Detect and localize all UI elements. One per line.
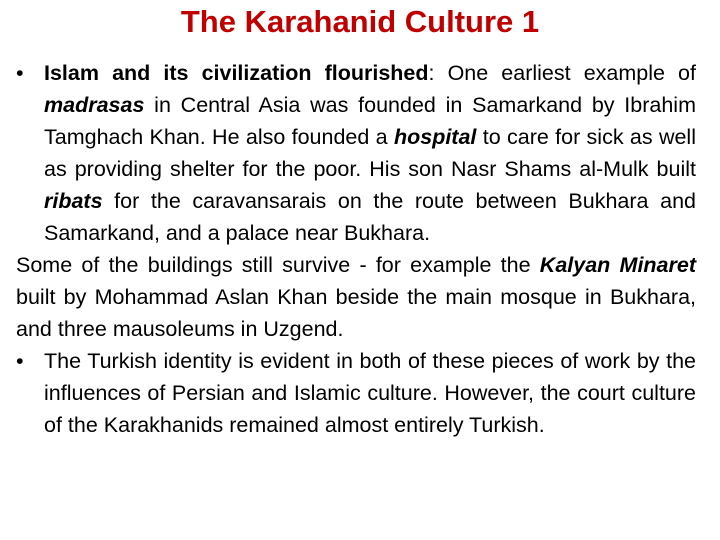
slide-title: The Karahanid Culture 1: [180, 4, 540, 39]
slide-body: [16, 57, 696, 441]
bullet-icon: •: [16, 61, 24, 85]
text-segment: to care for sick as well as providing shelter for the poor. His son Nasr Shams al-Mulk built: [44, 125, 696, 181]
text-segment: built by Mohammad Aslan Khan beside the main mosque in Bukhara, and three mausoleums in Uzgend.: [16, 285, 696, 341]
text-segment: Some of the buildings still survive - for example the: [16, 253, 540, 277]
bullet-paragraph-turkish-identity: [16, 345, 696, 441]
text-segment: The Turkish identity is evident in both of these pieces of work by the influences of Persian and Islamic culture. However, the court culture of the Karakhanids remained almost entirely Turkish.: [44, 349, 696, 437]
paragraph-buildings: [16, 249, 696, 345]
bullet-icon: •: [16, 349, 24, 373]
lead-phrase: Islam and its civilization flourished: [44, 61, 429, 85]
term-ribats: ribats: [44, 189, 103, 213]
text-segment: for the caravansarais on the route between Bukhara and Samarkand, and a palace near Bukhara.: [44, 189, 696, 245]
term-kalyan-minaret: Kalyan Minaret: [539, 253, 696, 277]
term-hospital: hospital: [393, 125, 477, 149]
term-madrasas: madrasas: [44, 93, 145, 117]
bullet-paragraph-islam: [16, 57, 696, 249]
text-segment: : One earliest example of: [428, 61, 696, 85]
text-segment: in Central Asia was founded in Samarkand by Ibrahim Tamghach Khan. He also founded a: [44, 93, 696, 149]
